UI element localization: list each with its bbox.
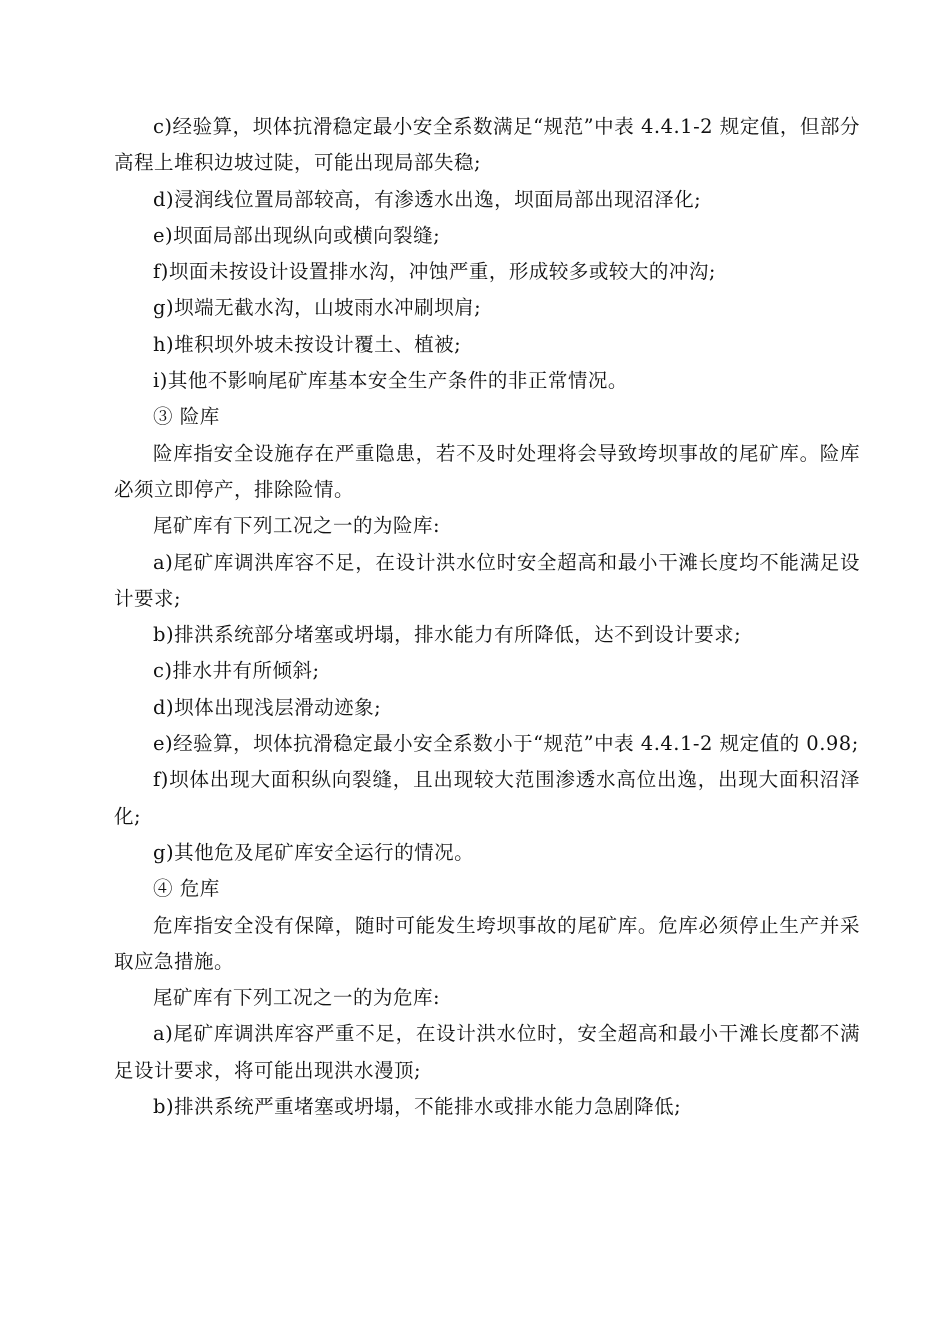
section-heading-dangerous-reservoir: ④ 危库 bbox=[153, 877, 220, 901]
paragraph-dangerous-reservoir-definition: 危库指安全没有保障，随时可能发生垮坝事故的尾矿库。危库必须停止生产并采取应急措施。 bbox=[114, 913, 860, 973]
paragraph-g-intercepting-ditch: g)坝端无截水沟，山坡雨水冲刷坝肩; bbox=[153, 296, 482, 320]
paragraph-risky-c-drain-well-tilt: c)排水井有所倾斜; bbox=[153, 659, 320, 683]
paragraph-risky-reservoir-conditions-intro: 尾矿库有下列工况之一的为险库: bbox=[153, 514, 441, 538]
paragraph-risky-a-flood-capacity: a)尾矿库调洪库容不足，在设计洪水位时安全超高和最小干滩长度均不能满足设计要求; bbox=[114, 550, 860, 610]
section-heading-risky-reservoir: ③ 险库 bbox=[153, 405, 220, 429]
paragraph-risky-e-safety-factor: e)经验算，坝体抗滑稳定最小安全系数小于“规范”中表 4.4.1-2 规定值的 0.98; bbox=[153, 732, 859, 756]
paragraph-e-dam-cracks: e)坝面局部出现纵向或横向裂缝; bbox=[153, 223, 441, 247]
paragraph-dangerous-reservoir-conditions-intro: 尾矿库有下列工况之一的为危库: bbox=[153, 986, 441, 1010]
document-page bbox=[114, 109, 860, 1125]
paragraph-risky-f-large-cracks: f)坝体出现大面积纵向裂缝，且出现较大范围渗透水高位出逸，出现大面积沼泽化; bbox=[114, 768, 860, 828]
paragraph-h-outer-slope-cover: h)堆积坝外坡未按设计覆土、植被; bbox=[153, 332, 462, 356]
paragraph-i-other-abnormal: i)其他不影响尾矿库基本安全生产条件的非正常情况。 bbox=[153, 369, 628, 393]
paragraph-c-slope-stability: c)经验算，坝体抗滑稳定最小安全系数满足“规范”中表 4.4.1-2 规定值，但部分高程上堆积边坡过陡，可能出现局部失稳; bbox=[114, 115, 860, 175]
paragraph-f-drainage-ditch: f)坝面未按设计设置排水沟，冲蚀严重，形成较多或较大的冲沟; bbox=[153, 260, 716, 284]
paragraph-risky-g-other: g)其他危及尾矿库安全运行的情况。 bbox=[153, 840, 475, 864]
paragraph-dangerous-a-flood-capacity: a)尾矿库调洪库容严重不足，在设计洪水位时，安全超高和最小干滩长度都不满足设计要求，将可能出现洪水漫顶; bbox=[114, 1022, 860, 1082]
paragraph-risky-d-shallow-sliding: d)坝体出现浅层滑动迹象; bbox=[153, 695, 382, 719]
paragraph-risky-b-drainage-blockage: b)排洪系统部分堵塞或坍塌，排水能力有所降低，达不到设计要求; bbox=[153, 623, 742, 647]
paragraph-dangerous-b-drainage-blockage: b)排洪系统严重堵塞或坍塌，不能排水或排水能力急剧降低; bbox=[153, 1095, 682, 1119]
paragraph-d-seepage-line: d)浸润线位置局部较高，有渗透水出逸，坝面局部出现沼泽化; bbox=[153, 187, 702, 211]
paragraph-risky-reservoir-definition: 险库指安全设施存在严重隐患，若不及时处理将会导致垮坝事故的尾矿库。险库必须立即停产，排除险情。 bbox=[114, 441, 860, 501]
